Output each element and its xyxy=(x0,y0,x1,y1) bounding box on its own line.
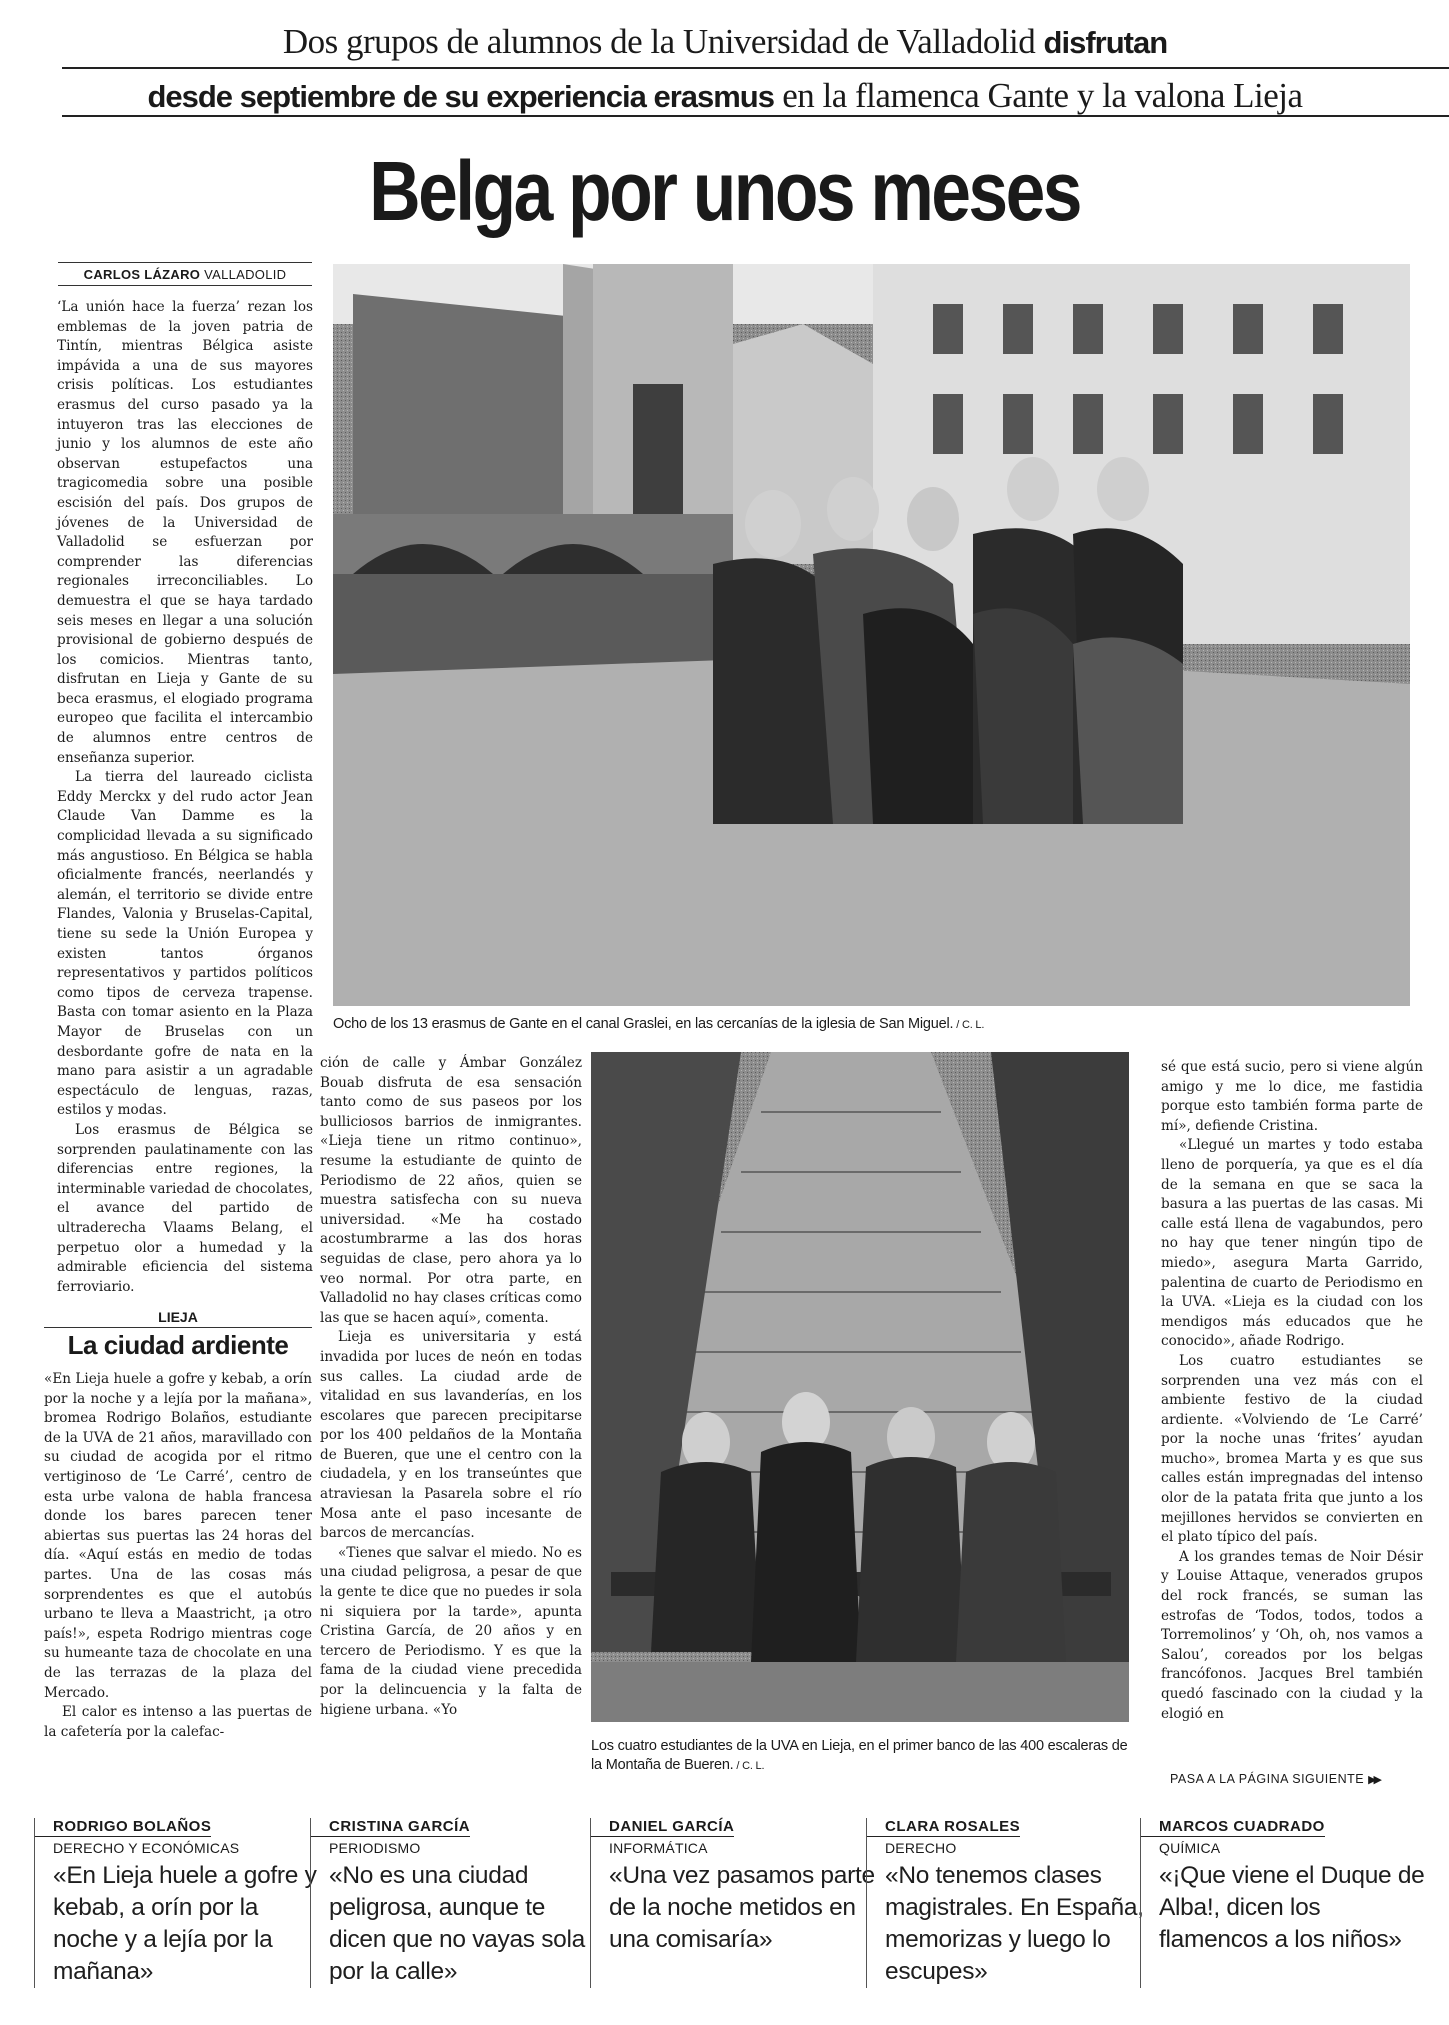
photo-caption xyxy=(333,1016,1413,1032)
caption-text: Ocho de los 13 erasmus de Gante en el canal Graslei, en las cercanías de la iglesia de San Miguel. xyxy=(333,1016,954,1032)
paragraph: Los erasmus de Bélgica se sorprenden paulatinamente con las diferencias entre regiones, la interminable variedad de chocolates, el avance del partido de ultraderecha Vlaams Belang, el perpetuo olor a humedad y la admirable eficiencia del sistema ferroviario. xyxy=(57,1121,313,1295)
deck-line-1 xyxy=(60,22,1390,62)
photo-lieja-students xyxy=(591,1052,1129,1722)
photo-caption xyxy=(591,1737,1131,1776)
student-field: QUÍMICA xyxy=(1159,1840,1221,1856)
photo-lieja-illustration xyxy=(591,1052,1129,1722)
deck-divider xyxy=(62,115,1449,117)
caption-text: Los cuatro estudiantes de la UVA en Lieja, en el primer banco de las 400 escaleras de la Montaña de Bueren. xyxy=(591,1738,1128,1773)
student-quote xyxy=(590,1818,877,1988)
paragraph: sé que está sucio, pero si viene algún amigo y me lo dice, me fastidia porque esto también forma parte de mí», defiende Cristina. xyxy=(1161,1059,1423,1134)
article-column-1-continued xyxy=(44,1370,312,1742)
paragraph: El calor es intenso a las puertas de la cafetería por la calefac- xyxy=(44,1704,312,1740)
student-field: PERIODISMO xyxy=(329,1840,421,1856)
paragraph: ción de calle y Ámbar González Bouab disfruta de esa sensación tanto como de sus paseos por los bulliciosos barrios de inmigrantes. «Lieja tiene un ritmo continuo», resume la estudiante de quinto de Periodismo de 22 años, quien se muestra satisfecha con su nueva universidad. «Me ha costado acostumbrarme a las dos horas seguidas de clase, pero ahora ya lo veo normal. Por otra parte, en Valladolid no hay clases críticas como las que se hacen aquí», comenta. xyxy=(320,1055,582,1326)
student-quote-text: «No tenemos clases magistrales. En España, memorizas y luego lo escupes» xyxy=(885,1862,1144,1985)
section-tag: LIEJA xyxy=(44,1309,312,1328)
student-quote xyxy=(866,1818,1153,1988)
student-field: DERECHO xyxy=(885,1840,957,1856)
double-arrow-right-icon: ▶▶ xyxy=(1368,1774,1380,1786)
deck-line-1-plain: Dos grupos de alumnos de la Universidad de Valladolid xyxy=(282,22,1044,61)
deck-line-2-bold: desde septiembre de su experiencia erasmus xyxy=(147,79,774,114)
student-name: DANIEL GARCÍA xyxy=(591,1818,734,1837)
paragraph: ‘La unión hace la fuerza’ rezan los emblemas de la joven patria de Tintín, mientras Bélgica asiste impávida a una de sus mayores crisis políticas. Los estudiantes erasmus del curso pasado ya la intuyeron tras las elecciones de junio y los alumnos de este año observan estupefactos una tragicomedia sobre una posible escisión del país. Dos grupos de jóvenes de la Universidad de Valladolid se esfuerzan por comprender las diferencias regionales irreconciliables. Lo demuestra el que se haya tardado seis meses en llegar a una solución provisional de gobierno después de los comicios. Mientras tanto, disfrutan en Lieja y Gante de su beca erasmus, el elogiado programa europeo que facilita el intercambio de alumnos entre centros de enseñanza superior. xyxy=(57,299,313,766)
student-quote-text: «No es una ciudad peligrosa, aunque te dicen que no vayas sola por la calle» xyxy=(329,1862,585,1985)
paragraph: La tierra del laureado ciclista Eddy Merckx y del rudo actor Jean Claude Van Damme es la complicidad llevada a su significado más angustioso. En Bélgica se habla oficialmente francés, neerlandés y alemán, el territorio se divide entre Flandes, Valonia y Bruselas-Capital, tiene su sede la Unión Europea y existen tantos órganos representativos y partidos políticos como tipos de cerveza trapense. Basta con tomar asiento en la Plaza Mayor de Bruselas con un desbordante gofre de nata en la mano para asistir a un agradable espectáculo de lenguas, razas, estilos y modas. xyxy=(57,769,313,1119)
paragraph: «Tienes que salvar el miedo. No es una ciudad peligrosa, a pesar de que la gente te dice que no puedes ir sola ni siquiera por la tarde», apunta Cristina García, de 20 años y en tercero de Periodismo. Y es que la fama de la ciudad viene precedida por la delincuencia y la falta de higiene urbana. «Yo xyxy=(320,1544,582,1718)
subheadline: La ciudad ardiente xyxy=(67,1330,289,1360)
photo-gante-illustration xyxy=(333,264,1410,1006)
byline xyxy=(58,262,312,286)
student-name: RODRIGO BOLAÑOS xyxy=(35,1818,211,1837)
paragraph: «Llegué un martes y todo estaba lleno de porquería, ya que es el día de la semana en que se saca la basura a las puertas de las casas. Mi calle está llena de vagabundos, pero no hay que tener ningún tipo de miedo», asegura Marta Garrido, palentina de cuarto de Periodismo en la UVA. «Lieja es la ciudad con los mendigos más educados que he conocido», añade Rodrigo. xyxy=(1161,1137,1423,1350)
deck-divider xyxy=(62,67,1449,69)
continue-next-page-link[interactable] xyxy=(1170,1772,1379,1786)
deck-line-2 xyxy=(60,76,1390,116)
paragraph: Lieja es universitaria y está invadida por luces de neón en todas sus calles. La ciudad arde de vitalidad en sus lavanderías, en los escolares que parecen precipitarse por los 400 peldaños de la Montaña de Bueren, que une el centro con la ciudadela, y en los transeúntes que atraviesan la Pasarela sobre el río Mosa ante el paso incesante de barcos de mercancías. xyxy=(320,1329,582,1542)
article-column-1 xyxy=(57,298,313,1297)
paragraph: Los cuatro estudiantes se sorprenden una vez más con el ambiente festivo de la ciudad ardiente. «Volviendo de ‘Le Carré’ por la noche unas ‘frites’ ayudan mucho», bromea Marta y es que sus calles están impregnadas del intenso olor de la patata frita que junto a los mejillones hervidos se convierten en el plato típico del país. xyxy=(1161,1352,1423,1546)
student-field: INFORMÁTICA xyxy=(609,1840,708,1856)
student-quote-text: «¡Que viene el Duque de Alba!, dicen los flamencos a los niños» xyxy=(1159,1862,1425,1953)
student-quote xyxy=(1140,1818,1427,1988)
student-quote xyxy=(34,1818,321,1988)
student-name: CLARA ROSALES xyxy=(867,1818,1020,1837)
deck-line-2-plain: en la flamenca Gante y la valona Lieja xyxy=(773,76,1303,115)
student-name: MARCOS CUADRADO xyxy=(1141,1818,1325,1837)
headline: Belga por unos meses xyxy=(369,144,1080,238)
student-quote-text: «En Lieja huele a gofre y kebab, a orín por la noche y a lejía por la mañana» xyxy=(53,1862,317,1985)
byline-author: CARLOS LÁZARO xyxy=(83,267,201,282)
paragraph: «En Lieja huele a gofre y kebab, a orín por la noche y a lejía por la mañana», bromea Rodrigo Bolaños, estudiante de la UVA de 21 años, maravillado con su ciudad de acogida por el ritmo vertiginoso de ‘Le Carré’, centro de esta urbe valona de habla francesa donde los bares parecen tener abiertas sus puertas las 24 horas del día. «Aquí estás en medio de todas partes. Una de las cosas más sorprendentes es que el autobús urbano te lleva a Maastricht, ¡a otro país!», espeta Rodrigo mientras coge su humeante taza de chocolate en una de las terrazas de la plaza del Mercado. xyxy=(44,1371,312,1701)
student-quote-text: «Una vez pasamos parte de la noche metidos en una comisaría» xyxy=(609,1862,875,1953)
student-name: CRISTINA GARCÍA xyxy=(311,1818,470,1837)
deck-line-1-bold: disfrutan xyxy=(1043,25,1168,60)
photo-credit: / C. L. xyxy=(733,1760,765,1772)
student-field: DERECHO Y ECONÓMICAS xyxy=(53,1840,240,1856)
student-quote xyxy=(310,1818,597,1988)
photo-gante-students xyxy=(333,264,1410,1006)
paragraph: A los grandes temas de Noir Désir y Louise Attaque, venerados grupos del rock francés, se suman las estrofas de ‘Todos, todos, todos a Torremolinos’ y ‘Oh, oh, nos vamos a Salou’, coreados por los belgas francófonos. Jacques Brel también quedó fascinado con la ciudad y la elogió en xyxy=(1161,1548,1423,1722)
article-column-4 xyxy=(1161,1058,1423,1724)
article-column-2 xyxy=(320,1054,582,1720)
byline-location: VALLADOLID xyxy=(200,267,287,282)
photo-credit: / C. L. xyxy=(953,1019,985,1031)
continue-label: PASA A LA PÁGINA SIGUIENTE xyxy=(1170,1772,1365,1786)
